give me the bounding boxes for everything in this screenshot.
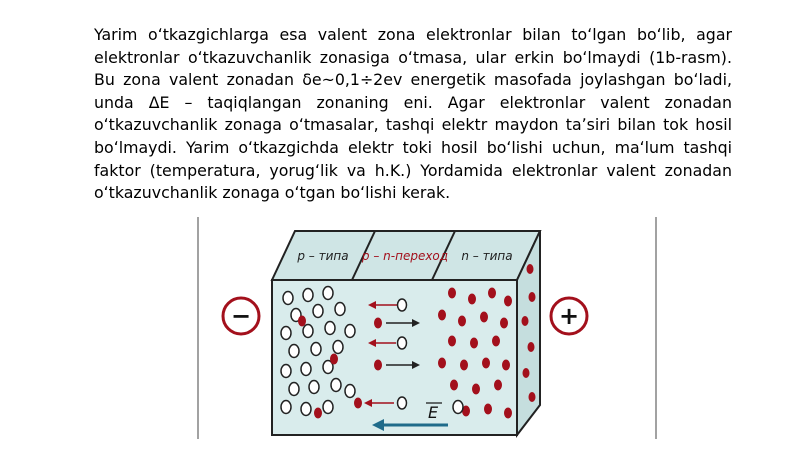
pn-junction-diagram <box>190 213 660 443</box>
holes-n-region <box>453 401 463 414</box>
body-paragraph: Yarim oʻtkazgichlarga esa valent zona elektronlar bilan toʻlgan boʻlib, agar elektronlar oʻtkazuvchanlik zonasiga oʻtmasa, ular erkin boʻlmaydi (1b-rasm). Bu zona valent zonadan δe~0,1÷2ev energetik masofada joylashgan boʻladi, unda ΔE – taqiqlangan zonaning eni. Agar elektronlar valent zonadan oʻtkazuvchanlik zonaga oʻtmasalar, tashqi elektr maydon taʼsiri bilan tok hosil boʻlmaydi. Yarim oʻtkazgichda elektr toki hosil boʻlishi uchun, maʻlum tashqi faktor (temperatura, yorugʻlik va h.K.) Yordamida elektronlar valent zonadan oʻtkazuvchanlik zonaga oʻtgan boʻlishi kerak. <box>94 25 732 203</box>
negative-terminal <box>223 298 259 334</box>
label-pn-junction: p – n-переход <box>361 249 449 263</box>
field-label: E <box>428 403 439 422</box>
minus-sign: − <box>230 302 252 330</box>
plus-sign: + <box>558 302 580 330</box>
label-n-type: n – типа <box>461 249 513 263</box>
label-p-type: p – типа <box>297 249 349 263</box>
positive-terminal <box>551 298 587 334</box>
